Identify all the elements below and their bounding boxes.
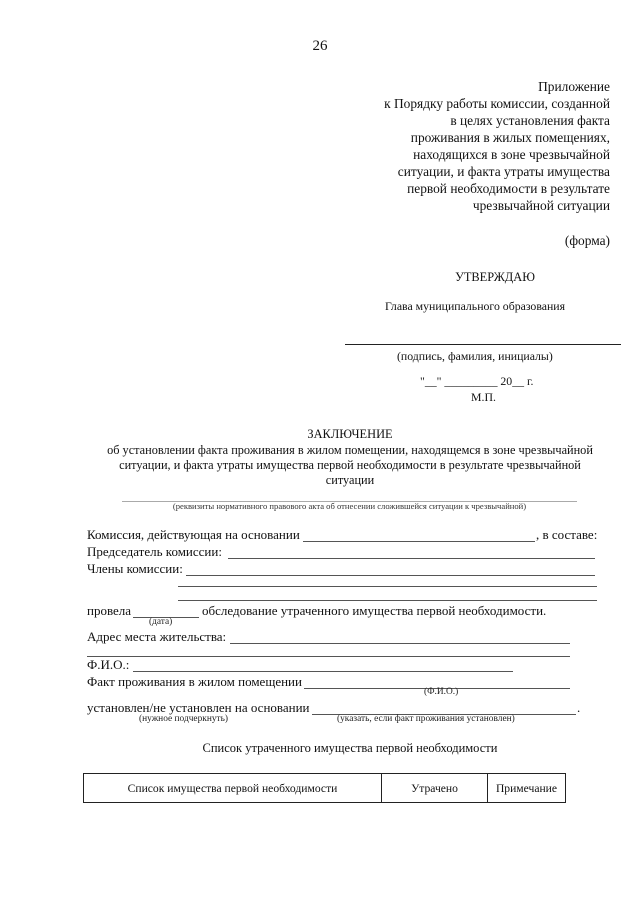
members-field[interactable] [186, 575, 595, 576]
specify-caption: (указать, если факт проживания установлен) [337, 714, 515, 724]
address-field[interactable] [87, 656, 570, 657]
stamp-label: М.П. [471, 390, 496, 404]
chairman-field[interactable] [228, 558, 595, 559]
appendix-line: ситуации, и факта утраты имущества [397, 164, 610, 179]
appendix-block [384, 78, 610, 214]
commission-label: Комиссия, действующая на основании [87, 527, 300, 542]
established-end: . [577, 700, 581, 715]
document-title: ЗАКЛЮЧЕНИЕ [307, 427, 393, 441]
fio-label: Ф.И.О.: [87, 657, 130, 672]
document-subtitle [80, 443, 620, 488]
appendix-line: Приложение [538, 79, 610, 94]
approval-date: "__" _________ 20__ г. [420, 374, 534, 388]
subtitle-line: ситуации, и факта утраты имущества первой необходимости в результате чрезвычайной [119, 458, 581, 472]
appendix-line: чрезвычайной ситуации [472, 198, 610, 213]
members-field[interactable] [178, 586, 597, 587]
signature-caption: (подпись, фамилия, инициалы) [397, 349, 553, 363]
fio-caption: (Ф.И.О.) [424, 687, 459, 697]
form-label: (форма) [564, 233, 610, 248]
appendix-line: находящихся в зоне чрезвычайной [413, 147, 610, 162]
appendix-line: в целях установления факта [450, 113, 610, 128]
residence-label: Факт проживания в жилом помещении [87, 674, 302, 689]
address-label: Адрес места жительства: [87, 629, 227, 644]
appendix-line: первой необходимости в результате [407, 181, 610, 196]
subtitle-line: об установлении факта проживания в жилом помещении, находящемся в зоне чрезвычайной [107, 443, 593, 457]
commission-suffix: , в составе: [536, 527, 598, 542]
established-label: установлен/не установлен на основании [87, 700, 310, 715]
approve-heading: УТВЕРЖДАЮ [455, 270, 535, 284]
address-field[interactable] [230, 643, 570, 644]
conducted-suffix: обследование утраченного имущества первой необходимости. [202, 603, 547, 618]
appendix-line: проживания в жилых помещениях, [410, 130, 610, 145]
members-label: Члены комиссии: [87, 561, 183, 576]
signature-line [345, 344, 621, 345]
commission-basis-field[interactable] [303, 541, 535, 542]
page-number: 26 [312, 38, 328, 54]
list-title: Список утраченного имущества первой необходимости [202, 741, 498, 755]
appendix-line: к Порядку работы комиссии, созданной [384, 96, 610, 111]
property-table [83, 773, 566, 803]
table-header-row [84, 774, 566, 803]
column-header: Утрачено [382, 774, 488, 803]
column-header: Список имущества первой необходимости [84, 774, 382, 803]
fio-field[interactable] [133, 671, 513, 672]
head-title: Глава муниципального образования [385, 299, 566, 313]
subtitle-line: ситуации [325, 473, 375, 487]
chairman-label: Председатель комиссии: [87, 544, 222, 559]
members-field[interactable] [178, 600, 597, 601]
column-header: Примечание [488, 774, 566, 803]
date-caption: (дата) [149, 617, 173, 627]
conducted-label: провела [87, 603, 132, 618]
underline-caption: (нужное подчеркнуть) [139, 714, 229, 724]
requisites-caption: (реквизиты нормативного правового акта об отнесении сложившейся ситуации к чрезвычайной) [172, 501, 527, 511]
